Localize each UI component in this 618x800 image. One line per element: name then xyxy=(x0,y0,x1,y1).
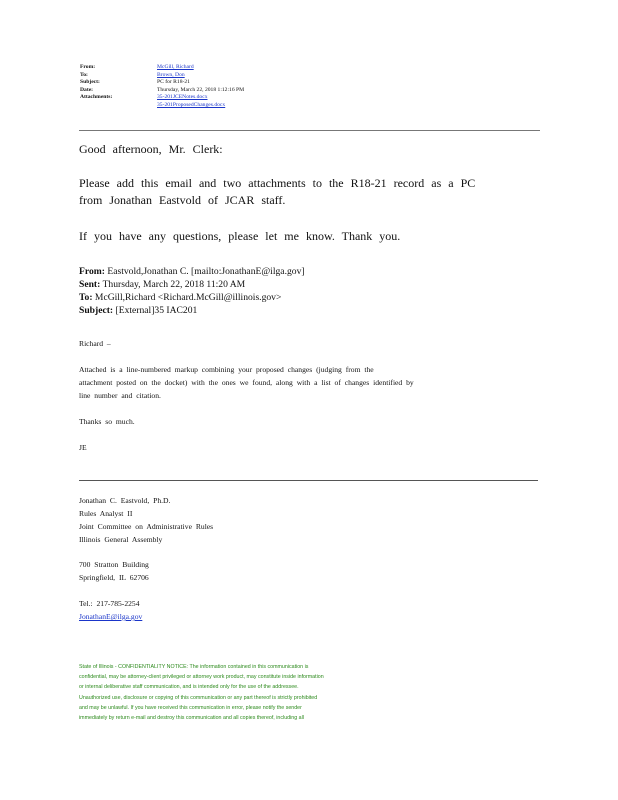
original-from-label: From: xyxy=(79,266,105,277)
reply-line-3: If you have any questions, please let me know. Thank you. xyxy=(79,229,401,243)
original-initials: JE xyxy=(79,443,87,452)
header-divider xyxy=(79,130,540,131)
original-body-line-3: line number and citation. xyxy=(79,391,161,400)
email-header xyxy=(80,64,244,110)
original-to-label: To: xyxy=(79,292,93,303)
original-to-value: McGill,Richard <Richard.McGill@illinois.gov> xyxy=(94,292,282,303)
signature-address xyxy=(79,558,149,584)
subject-label: Subject: xyxy=(80,79,100,86)
original-sent-value: Thursday, March 22, 2018 11:20 AM xyxy=(102,279,246,290)
date-label: Date: xyxy=(80,86,94,93)
header-date-row xyxy=(80,87,244,95)
notice-line: and may be unlawful. If you have received this communication in error, please notify the sender xyxy=(79,704,302,711)
confidentiality-notice xyxy=(79,662,359,723)
header-subject-row xyxy=(80,79,244,87)
date-value: Thursday, March 22, 2018 1:12:16 PM xyxy=(157,86,245,93)
original-message-header xyxy=(79,265,305,317)
original-body-line-2: attachment posted on the docket) with the ones we found, along with a list of changes identified by xyxy=(79,378,414,387)
original-thanks: Thanks so much. xyxy=(79,417,135,426)
notice-line: confidential, may be attorney-client privileged or attorney work product, may constitute inside information xyxy=(79,674,324,681)
address-line-1: 700 Stratton Building xyxy=(79,560,149,569)
notice-line: immediately by return e-mail and destroy this communication and all copies thereof, including all xyxy=(79,715,304,722)
original-from-row xyxy=(79,265,305,278)
notice-line: or internal deliberative staff communication, and is intended only for the use of the addressee. xyxy=(79,684,299,691)
signature-title: Rules Analyst II xyxy=(79,509,133,518)
from-sender-link[interactable]: McGill, Richard xyxy=(157,64,194,70)
original-subject-label: Subject: xyxy=(79,305,114,316)
header-from-row xyxy=(80,64,244,72)
reply-line-1: Please add this email and two attachments to the R18-21 record as a PC xyxy=(79,176,476,190)
address-line-2: Springfield, IL 62706 xyxy=(79,573,149,582)
original-subject-value: [External]35 IAC201 xyxy=(115,305,198,316)
original-from-value: Eastvold,Jonathan C. [mailto:JonathanE@ilga.gov] xyxy=(107,266,305,277)
original-salutation: Richard – xyxy=(79,339,111,348)
attachments-label: Attachments: xyxy=(80,94,113,101)
attachment-link[interactable]: 35-201ProposedChanges.docx xyxy=(157,101,226,108)
original-sent-label: Sent: xyxy=(79,279,101,290)
reply-line-2: from Jonathan Eastvold of JCAR staff. xyxy=(79,193,286,207)
notice-line: State of Illinois - CONFIDENTIALITY NOTICE: The information contained in this communication is xyxy=(79,664,309,670)
header-attachments-row xyxy=(80,94,244,109)
attachments-list xyxy=(157,94,225,109)
signature-name: Jonathan C. Eastvold, Ph.D. xyxy=(79,496,171,505)
greeting: Good afternoon, Mr. Clerk: xyxy=(79,142,223,156)
to-label: To: xyxy=(80,71,88,78)
email-link[interactable]: JonathanE@ilga.gov xyxy=(79,612,143,621)
telephone: Tel.: 217-785-2254 xyxy=(79,599,140,608)
signature-org-2: Illinois General Assembly xyxy=(79,535,163,544)
original-sent-row xyxy=(79,278,305,291)
signature-divider xyxy=(79,480,538,481)
subject-value: PC for R18-21 xyxy=(157,79,190,86)
to-recipient-link[interactable]: Brown, Don xyxy=(157,71,185,78)
original-body-line-1: Attached is a line-numbered markup combining your proposed changes (judging from the xyxy=(79,365,374,374)
notice-line: Unauthorized use, disclosure or copying of this communication or any part thereof is strictly prohibited xyxy=(79,694,318,701)
attachment-link[interactable]: 35-201JCENotes.docx xyxy=(157,94,208,101)
signature-org: Joint Committee on Administrative Rules xyxy=(79,522,214,531)
original-to-row xyxy=(79,291,305,304)
from-label: From: xyxy=(80,64,96,70)
signature-block xyxy=(79,494,213,546)
original-subject-row xyxy=(79,304,305,317)
signature-contact xyxy=(79,597,142,623)
